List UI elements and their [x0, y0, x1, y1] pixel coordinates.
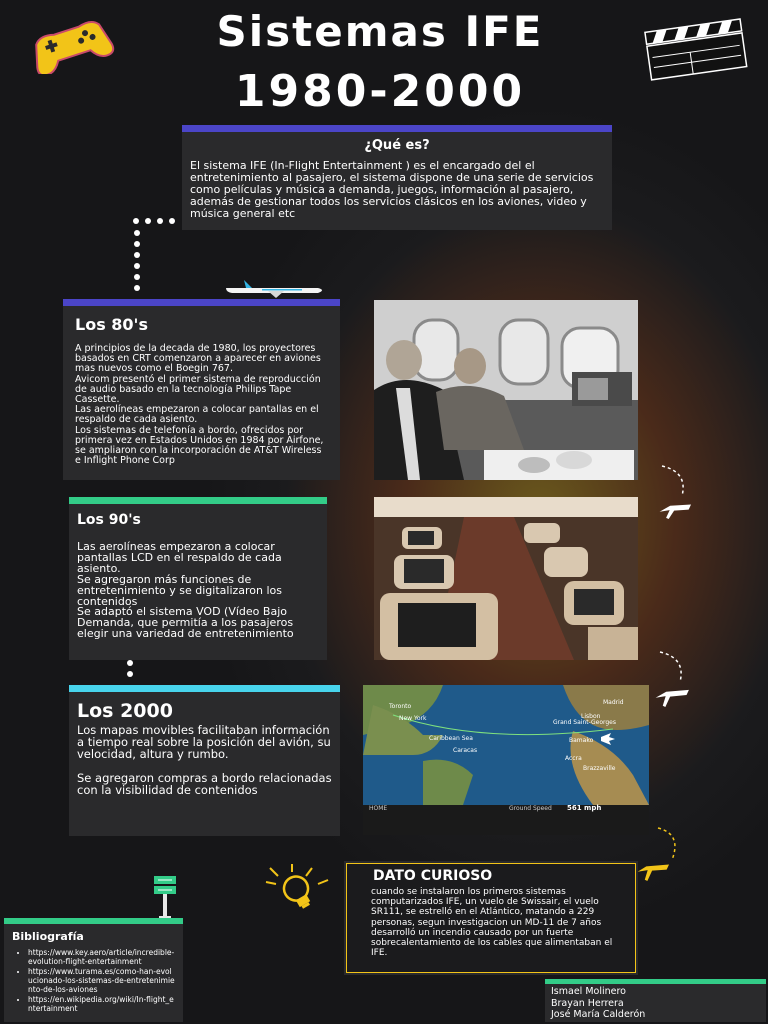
dato-curioso-body: cuando se instalaron los primeros sistemas computarizados IFE, un vuelo de Swissair, el vuelo SR111, se estrelló en el Atlántico, matando a 229 personas, segun investigacion un MD-11 de 7 años desarrolló un incendio causado por un fuerte sobrecalentamiento de los cables que alimentaban el IFE.: [371, 887, 613, 959]
decade-80-card: [63, 306, 340, 480]
map-label-newyork: New York: [399, 715, 427, 722]
bibliografia-link-1[interactable]: • https://www.key.aero/article/incredible-evolution-flight-entertainment: [28, 948, 175, 966]
clapperboard-icon: [630, 18, 754, 84]
map-label-grand-saint-georges: Grand Saint-Georges: [553, 719, 617, 726]
map-label-caracas: Caracas: [453, 747, 478, 754]
author-3: José María Calderón: [551, 1009, 646, 1020]
dato-curioso-heading: DATO CURIOSO: [373, 868, 493, 884]
connector-dots-top: [133, 218, 183, 226]
title-line-1: Sistemas IFE: [216, 7, 544, 56]
decade-80-body: A principios de la decada de 1980, los proyectores basados en CRT comenzaron a aparecer en aviones mas nuevos como el Boegin 767. Avicom presentó el primer sistema de reproducción de audio basado en la tecnología Philips Tape Cassette. Las aerolíneas empezaron a colocar pantallas en el respaldo de cada asiento. Los sistemas de telefonía a bordo, ofrecidos por primera vez en Estados Unidos en 1984 por Airfone, se ampliaron con la incorporación de AT&T Wireless e Inflight Phone Corp: [75, 343, 324, 467]
map-ground-speed-label: Ground Speed: [509, 805, 552, 812]
map-ground-speed-value: 561 mph: [567, 804, 602, 812]
bibliografia-list: [12, 948, 175, 1013]
map-label-lisbon: Lisbon: [581, 713, 601, 720]
map-label-bamako: Bamako: [569, 737, 594, 744]
gamepad-icon: [24, 16, 118, 74]
que-es-bar: [182, 125, 612, 132]
que-es-heading: ¿Qué es?: [364, 138, 430, 153]
decade-90-body: Las aerolíneas empezaron a colocar pantallas LCD en el respaldo de cada asiento. Se agregaron más funciones de entretenimiento y se digitalizaron los contenidos Se adaptó el sistema VOD (Vídeo Bajo Demanda, que permitía a los pasajeros elegir una variedad de entretenimiento: [77, 540, 294, 641]
decade-2000-body: Los mapas movibles facilitaban información a tiempo real sobre la posición del avión, su velocidad, altura y rumbo. Se agregaron compras a bordo relacionadas con la visibilidad de contenidos: [77, 723, 332, 797]
map-label-accra: Accra: [565, 755, 582, 762]
bibliografia-card: [4, 924, 183, 1022]
title-line-2: 1980-2000: [234, 66, 526, 117]
que-es-card: [182, 132, 612, 230]
decade-90-heading: Los 90's: [77, 512, 141, 528]
decade-2000-card: [69, 692, 340, 836]
road-sign-icon: [150, 872, 180, 922]
lightbulb-icon: [262, 864, 342, 914]
map-label-toronto: Toronto: [389, 703, 412, 710]
map-home-label: HOME: [369, 805, 388, 812]
map-label-madrid: Madrid: [603, 699, 624, 706]
author-1: Ismael Molinero: [551, 986, 626, 997]
airplane-icon: [222, 278, 328, 300]
map-label-caribbean: Caribbean Sea: [429, 735, 473, 742]
dato-curioso-card: [346, 863, 636, 973]
flight-path-icon-2: [650, 648, 698, 712]
author-2: Brayan Herrera: [551, 997, 624, 1009]
decade-2000-map-photo: [363, 685, 649, 835]
flight-path-icon-1: [654, 462, 700, 526]
connector-dots-vertical-1: [134, 230, 141, 296]
page-title: [120, 6, 640, 118]
decade-80-heading: Los 80's: [75, 315, 148, 334]
bibliografia-link-3[interactable]: • https://en.wikipedia.org/wiki/In-flight_entertainment: [28, 995, 175, 1013]
flight-path-icon-3: [636, 824, 684, 884]
decade-80-photo: [374, 300, 638, 480]
bibliografia-link-2[interactable]: • https://www.turama.es/como-han-evolucionado-los-sistemas-de-entretenimiento-de-los-aviones: [28, 967, 175, 994]
decade-2000-bar: [69, 685, 340, 692]
bibliografia-heading: Bibliografía: [12, 930, 84, 943]
connector-dots-vertical-2: [127, 660, 134, 682]
decade-2000-heading: Los 2000: [77, 700, 173, 722]
decade-90-bar: [69, 497, 327, 504]
decade-90-photo: [374, 497, 638, 660]
map-label-brazzaville: Brazzaville: [583, 765, 616, 772]
que-es-body: El sistema IFE (In-Flight Entertainment ) es el encargado del el entretenimiento al pasajero, el sistema dispone de una serie de servicios como películas y música a demanda, juegos, información al pasajero, además de gestionar todos los servicios clásicos en los aviones, video y música general etc: [190, 159, 594, 220]
decade-90-card: [69, 504, 327, 660]
authors-card: [545, 984, 766, 1022]
decade-80-bar: [63, 299, 340, 306]
